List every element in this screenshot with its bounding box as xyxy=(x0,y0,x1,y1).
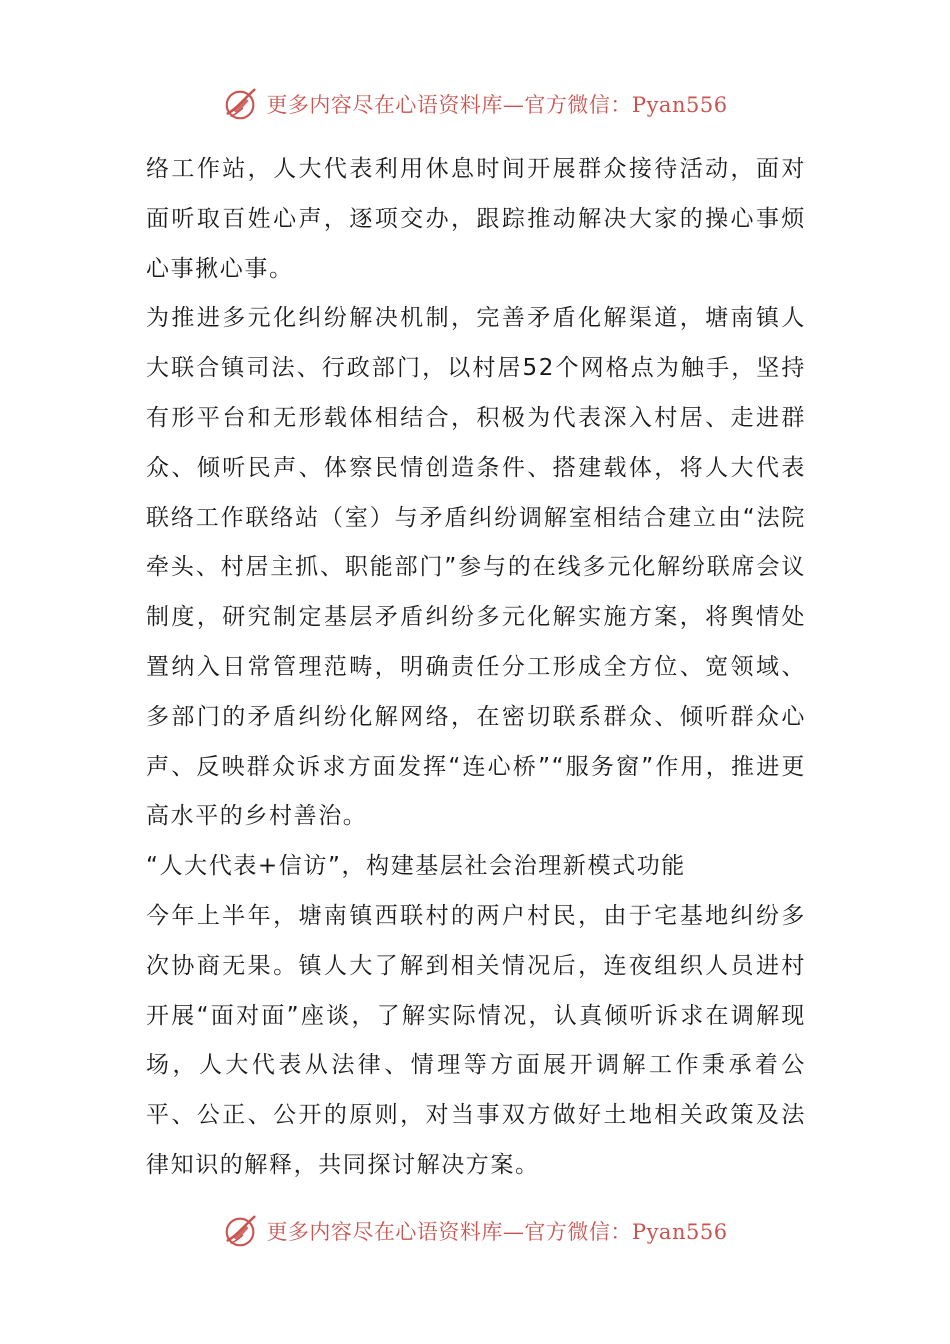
footer-watermark xyxy=(0,1209,950,1253)
watermark-text: 更多内容尽在心语资料库—官方微信：Pyan556 xyxy=(266,93,728,117)
header-watermark xyxy=(0,82,950,126)
paragraph-3: 今年上半年，塘南镇西联村的两户村民，由于宅基地纠纷多次协商无果。镇人大了解到相关情况后，连夜组织人员进村开展“面对面”座谈，了解实际情况，认真倾听诉求在调解现场，人大代表从法律、情理等方面展开调解工作秉承着公平、公正、公开的原则，对当事双方做好土地相关政策及法律知识的解释，共同探讨解决方案。 xyxy=(146,902,806,1178)
paragraph-1: 络工作站，人大代表利用休息时间开展群众接待活动，面对面听取百姓心声，逐项交办，跟踪推动解决大家的操心事烦心事揪心事。 xyxy=(146,156,806,282)
section-heading: “人大代表+信访”，构建基层社会治理新模式功能 xyxy=(146,853,686,880)
document-body xyxy=(146,145,806,1191)
watermark-text: 更多内容尽在心语资料库—官方微信：Pyan556 xyxy=(266,1220,728,1244)
pen-nib-circle-icon xyxy=(222,1212,260,1250)
paragraph-2: 为推进多元化纠纷解决机制，完善矛盾化解渠道，塘南镇人大联合镇司法、行政部门，以村居52个网格点为触手，坚持有形平台和无形载体相结合，积极为代表深入村居、走进群众、倾听民声、体察民情创造条件、搭建载体，将人大代表联络工作联络站（室）与矛盾纠纷调解室相结合建立由“法院牵头、村居主抓、职能部门”参与的在线多元化解纷联席会议制度，研究制定基层矛盾纠纷多元化解实施方案，将舆情处置纳入日常管理范畴，明确责任分工形成全方位、宽领域、多部门的矛盾纠纷化解网络，在密切联系群众、倾听群众心声、反映群众诉求方面发挥“连心桥”“服务窗”作用，推进更高水平的乡村善治。 xyxy=(146,305,806,830)
pen-nib-circle-icon xyxy=(222,85,260,123)
